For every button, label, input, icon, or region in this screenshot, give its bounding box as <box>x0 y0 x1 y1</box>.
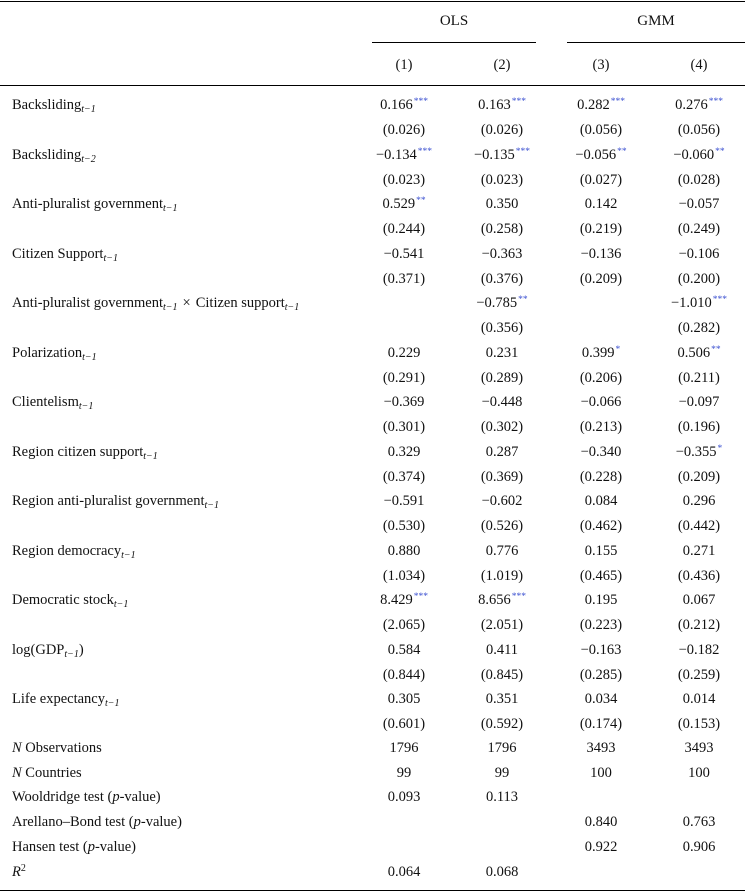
coefficient-value: 0.142 <box>584 196 618 212</box>
column-number-3: (3) <box>592 57 610 73</box>
coefficient-cell <box>649 97 745 114</box>
standard-error-cell: (0.289) <box>480 369 524 386</box>
statistic-label <box>12 740 102 757</box>
statistic-value: 0.064 <box>387 863 421 880</box>
coefficient-cell <box>551 345 651 362</box>
standard-error-cell: (0.844) <box>382 666 426 683</box>
statistic-name: -value) <box>119 789 161 806</box>
coefficient-cell <box>551 394 651 411</box>
variable-name: Region citizen support <box>12 443 144 460</box>
lag-subscript: t−1 <box>163 302 178 313</box>
standard-error-cell: (0.023) <box>480 171 524 188</box>
significance-stars: ** <box>617 146 627 157</box>
statistic-prefix: Hansen test ( <box>12 838 88 855</box>
variable-label <box>12 97 96 114</box>
coefficient-cell <box>551 543 651 560</box>
lag-subscript: t−1 <box>143 450 158 462</box>
variable-name: Democratic stock <box>12 592 114 608</box>
standard-error-cell: (0.291) <box>382 369 426 386</box>
significance-stars: *** <box>413 592 428 602</box>
coefficient-cell <box>649 345 745 362</box>
variable-name: log(GDP <box>12 641 65 658</box>
standard-error-cell: (0.374) <box>382 468 426 485</box>
coefficient-cell <box>649 196 745 213</box>
standard-error-cell: (0.436) <box>677 567 721 584</box>
statistic-symbol: R <box>12 863 21 880</box>
standard-error-cell: (0.219) <box>579 221 623 237</box>
column-number-2: (2) <box>493 57 511 73</box>
coefficient-cell <box>452 295 552 312</box>
coefficient-value: 0.411 <box>485 641 519 658</box>
times-symbol: × <box>182 295 191 311</box>
standard-error-cell: (0.209) <box>579 270 623 287</box>
coefficient-value: −0.448 <box>481 394 523 410</box>
coefficient-value: −0.163 <box>580 641 622 658</box>
standard-error-cell: (0.371) <box>382 270 426 287</box>
coefficient-value: 0.776 <box>485 542 519 559</box>
coefficient-cell <box>354 97 454 114</box>
variable-label <box>12 493 219 510</box>
coefficient-value: 0.880 <box>387 542 421 559</box>
coefficient-value: 0.276 <box>675 97 708 113</box>
coefficient-value: 0.231 <box>485 344 519 361</box>
lag-subscript: t−1 <box>81 104 96 115</box>
coefficient-cell <box>452 493 552 510</box>
coefficient-cell <box>354 493 454 510</box>
standard-error-cell: (1.034) <box>382 567 426 584</box>
variable-label <box>12 691 120 708</box>
coefficient-value: −0.363 <box>481 245 523 262</box>
significance-stars: *** <box>610 97 625 107</box>
statistic-prefix: Arellano–Bond test ( <box>12 814 134 831</box>
standard-error-cell: (0.369) <box>480 468 524 485</box>
coefficient-value: 0.166 <box>380 97 413 113</box>
coefficient-value: 8.429 <box>380 592 413 608</box>
standard-error-cell: (0.285) <box>579 666 623 683</box>
coefficient-value: 0.351 <box>485 691 519 707</box>
variable-suffix: ) <box>78 641 84 658</box>
variable-name: Life expectancy <box>12 691 105 707</box>
variable-label <box>12 642 84 659</box>
coefficient-cell <box>649 642 745 659</box>
variable-label <box>12 444 158 461</box>
variable-name: Backsliding <box>12 146 82 163</box>
coefficient-cell <box>551 97 651 114</box>
coefficient-cell <box>354 246 454 263</box>
standard-error-cell: (0.028) <box>677 171 721 188</box>
coefficient-cell <box>452 196 552 213</box>
variable-label <box>12 543 136 560</box>
coefficient-cell <box>452 345 552 362</box>
statistic-value: 99 <box>494 764 510 781</box>
bottom-rule <box>0 890 745 891</box>
significance-stars: * <box>615 344 621 355</box>
coefficient-cell <box>452 394 552 411</box>
coefficient-cell <box>551 147 651 164</box>
coefficient-value: −0.136 <box>580 245 622 262</box>
coefficient-cell <box>551 592 651 609</box>
coefficient-cell <box>354 394 454 411</box>
coefficient-value: 0.506 <box>677 344 711 361</box>
statistic-value: 100 <box>590 764 612 781</box>
standard-error-cell: (0.027) <box>579 171 623 188</box>
standard-error-cell: (0.200) <box>677 270 721 287</box>
coefficient-cell <box>452 147 552 164</box>
coefficient-cell <box>452 543 552 560</box>
statistic-symbol: N <box>12 764 22 781</box>
coefficient-cell <box>649 394 745 411</box>
coefficient-cell <box>551 196 651 213</box>
ols-group-rule <box>372 42 536 43</box>
standard-error-cell: (0.249) <box>677 221 721 237</box>
standard-error-cell: (0.592) <box>480 716 524 732</box>
variable-label <box>12 196 178 213</box>
standard-error-cell: (0.258) <box>480 221 524 237</box>
significance-stars: ** <box>711 344 721 355</box>
coefficient-value: 0.229 <box>387 344 421 361</box>
variable-name: Region democracy <box>12 542 122 559</box>
coefficient-value: −0.106 <box>678 245 720 262</box>
variable-name-2: Citizen support <box>195 295 285 311</box>
column-number-1: (1) <box>395 57 413 73</box>
standard-error-cell: (0.026) <box>382 122 426 138</box>
statistic-label <box>12 789 161 806</box>
statistic-value: 3493 <box>684 740 714 756</box>
coefficient-cell <box>452 691 552 708</box>
coefficient-cell <box>649 246 745 263</box>
standard-error-cell: (0.530) <box>382 518 426 534</box>
statistic-value: 0.093 <box>387 789 421 806</box>
statistic-name: -value) <box>94 838 137 855</box>
lag-subscript: t−1 <box>78 401 94 412</box>
coefficient-cell <box>649 493 745 510</box>
coefficient-value: −0.369 <box>383 394 425 410</box>
coefficient-value: −0.340 <box>580 443 622 460</box>
lag-subscript: t−1 <box>204 500 220 511</box>
coefficient-value: 0.350 <box>485 196 519 212</box>
standard-error-cell: (0.282) <box>677 320 721 336</box>
standard-error-cell: (0.244) <box>382 221 426 237</box>
coefficient-cell <box>551 642 651 659</box>
coefficient-value: 0.287 <box>485 443 519 460</box>
significance-stars: ** <box>416 196 426 206</box>
coefficient-value: 0.584 <box>387 641 421 658</box>
coefficient-cell <box>649 295 745 312</box>
statistic-value: 0.763 <box>682 814 716 831</box>
significance-stars: *** <box>515 146 531 157</box>
coefficient-cell <box>354 147 454 164</box>
standard-error-cell: (0.376) <box>480 270 524 287</box>
statistic-label <box>12 765 82 782</box>
variable-label <box>12 592 128 609</box>
coefficient-cell <box>452 246 552 263</box>
coefficient-value: 0.282 <box>577 97 610 113</box>
gmm-group-rule <box>567 42 745 43</box>
variable-label <box>12 345 97 362</box>
coefficient-cell <box>649 444 745 461</box>
standard-error-cell: (0.845) <box>480 666 524 683</box>
coefficient-value: 0.034 <box>584 691 618 707</box>
coefficient-value: 0.305 <box>387 691 421 707</box>
lag-subscript: t−1 <box>163 203 178 214</box>
coefficient-cell <box>354 691 454 708</box>
statistic-value: 1796 <box>389 740 419 756</box>
coefficient-cell <box>354 592 454 609</box>
variable-label <box>12 147 96 164</box>
coefficient-cell <box>452 642 552 659</box>
coefficient-cell <box>354 642 454 659</box>
statistic-label <box>12 839 136 856</box>
standard-error-cell: (0.526) <box>480 518 524 534</box>
coefficient-value: 0.195 <box>584 592 618 608</box>
coefficient-cell <box>452 592 552 609</box>
variable-name: Anti-pluralist government <box>12 295 164 311</box>
coefficient-value: −0.591 <box>383 493 425 509</box>
coefficient-value: 0.329 <box>387 443 421 460</box>
lag-subscript: t−1 <box>64 648 79 660</box>
coefficient-value: −0.135 <box>473 146 515 163</box>
standard-error-cell: (2.051) <box>480 617 524 633</box>
standard-error-cell: (0.056) <box>579 122 623 138</box>
column-number-4: (4) <box>690 57 708 73</box>
coefficient-value: −0.066 <box>580 394 622 410</box>
coefficient-value: −0.602 <box>481 493 523 509</box>
lag-subscript: t−2 <box>81 153 96 165</box>
coefficient-value: −0.057 <box>678 196 720 212</box>
statistic-prefix: Wooldridge test ( <box>12 789 113 806</box>
statistic-value: 0.068 <box>485 863 519 880</box>
coefficient-value: −1.010 <box>670 295 712 311</box>
variable-name: Backsliding <box>12 97 82 113</box>
coefficient-value: −0.355 <box>675 443 717 460</box>
statistic-value: 0.906 <box>682 838 716 855</box>
statistic-value: 1796 <box>487 740 517 756</box>
statistic-symbol: N <box>12 740 22 756</box>
coefficient-value: 0.067 <box>682 592 716 608</box>
coefficient-value: −0.060 <box>673 146 715 163</box>
coefficient-value: 0.163 <box>478 97 511 113</box>
significance-stars: ** <box>715 146 725 157</box>
standard-error-cell: (0.228) <box>579 468 623 485</box>
standard-error-cell: (0.301) <box>382 419 426 435</box>
standard-error-cell: (0.196) <box>677 419 721 435</box>
variable-name: Anti-pluralist government <box>12 196 164 212</box>
coefficient-value: −0.182 <box>678 641 720 658</box>
coefficient-cell <box>649 147 745 164</box>
statistic-value: 0.113 <box>485 789 519 806</box>
lag-subscript: t−1 <box>82 351 97 363</box>
significance-stars: *** <box>413 97 428 107</box>
statistic-symbol: p <box>112 789 120 806</box>
variable-label <box>12 295 299 312</box>
standard-error-cell: (1.019) <box>480 567 524 584</box>
statistic-name: -value) <box>140 814 182 831</box>
variable-name: Polarization <box>12 344 83 361</box>
statistic-value: 99 <box>396 764 412 781</box>
statistic-value: 3493 <box>586 740 616 756</box>
coefficient-cell <box>649 691 745 708</box>
coefficient-value: −0.056 <box>575 146 617 163</box>
statistic-label <box>12 814 182 831</box>
significance-stars: *** <box>708 97 723 107</box>
coefficient-cell <box>551 691 651 708</box>
statistic-label <box>12 864 26 881</box>
standard-error-cell: (0.174) <box>579 716 623 732</box>
variable-name: Citizen Support <box>12 245 104 262</box>
statistic-symbol: p <box>133 814 141 831</box>
statistic-name: Countries <box>21 764 82 781</box>
standard-error-cell: (0.213) <box>579 419 623 435</box>
significance-stars: ** <box>518 295 528 305</box>
coefficient-value: 0.529 <box>382 196 416 212</box>
variable-label <box>12 394 93 411</box>
coefficient-cell <box>452 444 552 461</box>
coefficient-value: 0.399 <box>581 344 615 361</box>
statistic-symbol: p <box>87 838 95 855</box>
standard-error-cell: (0.462) <box>579 518 623 534</box>
standard-error-cell: (0.206) <box>579 369 623 386</box>
standard-error-cell: (0.056) <box>677 122 721 138</box>
coefficient-value: −0.785 <box>476 295 518 311</box>
coefficient-cell <box>649 543 745 560</box>
standard-error-cell: (0.465) <box>579 567 623 584</box>
standard-error-cell: (0.302) <box>480 419 524 435</box>
ols-group-label: OLS <box>439 13 469 29</box>
coefficient-cell <box>354 196 454 213</box>
standard-error-cell: (0.023) <box>382 171 426 188</box>
coefficient-value: 0.084 <box>584 493 618 509</box>
significance-stars: * <box>717 443 723 454</box>
coefficient-cell <box>551 246 651 263</box>
header-rule <box>0 85 745 86</box>
coefficient-cell <box>354 543 454 560</box>
coefficient-value: 8.656 <box>478 592 511 608</box>
coefficient-value: −0.134 <box>375 146 417 163</box>
lag-subscript: t−1 <box>284 302 300 313</box>
variable-name: Clientelism <box>12 394 79 410</box>
significance-stars: *** <box>511 97 526 107</box>
variable-name: Region anti-pluralist government <box>12 493 205 509</box>
statistic-value: 0.922 <box>584 838 618 855</box>
lag-subscript: t−1 <box>113 599 129 610</box>
standard-error-cell: (0.223) <box>579 617 623 633</box>
top-rule <box>0 1 745 2</box>
coefficient-value: 0.155 <box>584 542 618 559</box>
standard-error-cell: (0.209) <box>677 468 721 485</box>
coefficient-value: 0.271 <box>682 542 716 559</box>
lag-subscript: t−1 <box>103 252 118 264</box>
coefficient-value: −0.097 <box>678 394 720 410</box>
coefficient-cell <box>452 97 552 114</box>
standard-error-cell: (0.026) <box>480 122 524 138</box>
standard-error-cell: (0.153) <box>677 716 721 732</box>
standard-error-cell: (0.211) <box>678 369 720 386</box>
coefficient-cell <box>649 592 745 609</box>
standard-error-cell: (2.065) <box>382 617 426 633</box>
standard-error-cell: (0.356) <box>480 320 524 336</box>
statistic-superscript: 2 <box>20 862 26 874</box>
lag-subscript: t−1 <box>104 698 120 709</box>
coefficient-value: −0.541 <box>383 245 425 262</box>
standard-error-cell: (0.601) <box>382 716 426 732</box>
coefficient-cell <box>551 444 651 461</box>
lag-subscript: t−1 <box>121 549 136 561</box>
significance-stars: *** <box>511 592 526 602</box>
coefficient-cell <box>551 493 651 510</box>
standard-error-cell: (0.442) <box>677 518 721 534</box>
coefficient-cell <box>354 444 454 461</box>
coefficient-value: 0.296 <box>682 493 716 509</box>
variable-label <box>12 246 118 263</box>
gmm-group-label: GMM <box>637 13 675 29</box>
coefficient-value: 0.014 <box>682 691 716 707</box>
standard-error-cell: (0.212) <box>677 617 721 633</box>
significance-stars: *** <box>712 295 728 305</box>
coefficient-cell <box>354 345 454 362</box>
standard-error-cell: (0.259) <box>677 666 721 683</box>
statistic-value: 0.840 <box>584 814 618 831</box>
statistic-name: Observations <box>21 740 102 756</box>
statistic-value: 100 <box>688 764 710 781</box>
significance-stars: *** <box>417 146 433 157</box>
